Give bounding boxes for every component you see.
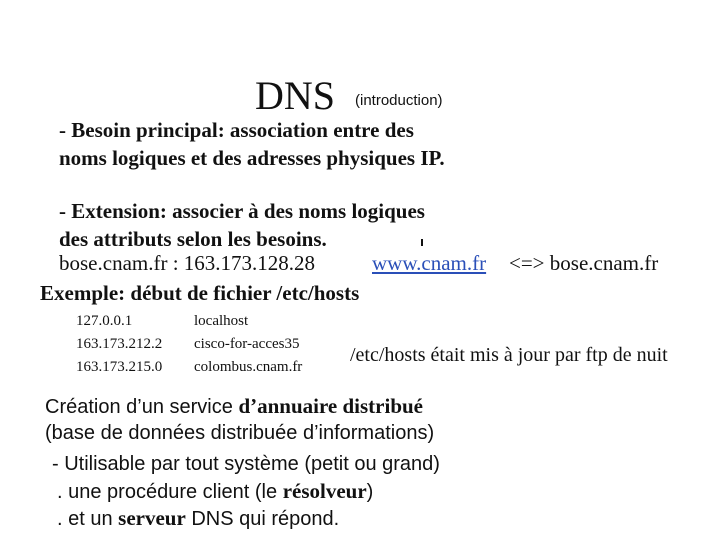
hosts-name: colombus.cnam.fr	[194, 359, 303, 375]
stray-mark	[421, 239, 423, 246]
besoin-line-2: noms logiques et des adresses physiques IP.	[59, 146, 445, 170]
bullet-3	[57, 506, 339, 531]
bullet-3-bold: serveur	[118, 506, 186, 530]
creation-line-2: (base de données distribuée d’informations)	[45, 422, 435, 444]
creation-bold: d’annuaire distribué	[238, 394, 424, 418]
hosts-name: cisco-for-acces35	[194, 336, 300, 352]
hosts-ip: 163.173.212.2	[76, 336, 163, 352]
hosts-ip: 163.173.215.0	[76, 359, 163, 375]
bullet-3-suffix: DNS qui répond.	[185, 508, 340, 530]
mapping-host-ip: bose.cnam.fr : 163.173.128.28	[59, 251, 316, 275]
page-subtitle: (introduction)	[355, 92, 443, 109]
bullet-2-prefix: . une procédure client (le	[57, 481, 283, 503]
bullet-3-prefix: . et un	[57, 508, 119, 530]
bullet-1: - Utilisable par tout système (petit ou grand)	[52, 453, 440, 475]
hosts-ip: 127.0.0.1	[76, 313, 133, 329]
bullet-2	[57, 479, 373, 504]
exemple-heading: Exemple: début de fichier /etc/hosts	[40, 281, 360, 305]
mapping-arrow-host: <=> bose.cnam.fr	[509, 251, 659, 275]
hosts-name: localhost	[194, 313, 249, 329]
bullet-2-suffix: )	[366, 481, 374, 503]
extension-line-2: des attributs selon les besoins.	[59, 227, 327, 251]
cnam-link[interactable]: www.cnam.fr	[372, 251, 487, 275]
bullet-2-bold: résolveur	[282, 479, 367, 503]
creation-line-1	[45, 394, 423, 419]
creation-prefix: Création d’un service	[45, 396, 239, 418]
page-title: DNS	[255, 73, 336, 118]
extension-line-1: - Extension: associer à des noms logiques	[59, 199, 425, 223]
hosts-note: /etc/hosts était mis à jour par ftp de nuit	[350, 344, 668, 366]
besoin-line-1: - Besoin principal: association entre des	[59, 118, 414, 142]
